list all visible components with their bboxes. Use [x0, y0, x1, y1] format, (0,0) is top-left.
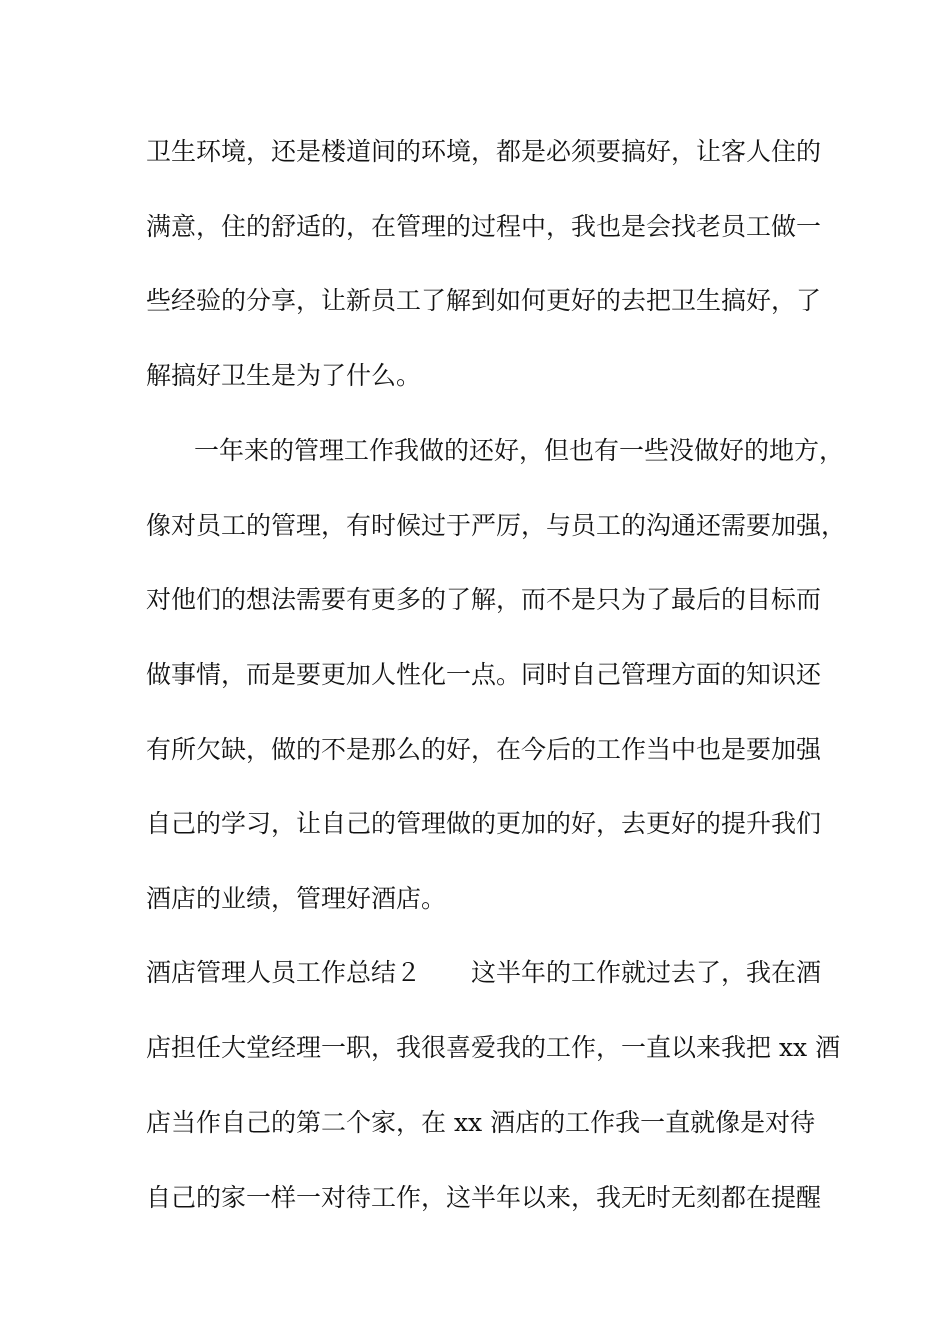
text-line: 店当作自己的第二个家，在 xx 酒店的工作我一直就像是对待 — [146, 1108, 816, 1137]
text-line: 有所欠缺，做的不是那么的好，在今后的工作当中也是要加强 — [146, 735, 822, 764]
text-line: 酒店的业绩，管理好酒店。 — [146, 884, 447, 913]
text-line: 做事情，而是要更加人性化一点。同时自己管理方面的知识还 — [146, 660, 822, 689]
paragraph-first-line: 一年来的管理工作我做的还好，但也有一些没做好的地方， — [194, 436, 845, 465]
text-line: 满意，住的舒适的，在管理的过程中，我也是会找老员工做一 — [146, 212, 822, 241]
section-heading-line: 酒店管理人员工作总结２ 这半年的工作就过去了，我在酒 — [146, 958, 822, 987]
text-line: 些经验的分享，让新员工了解到如何更好的去把卫生搞好，了 — [146, 286, 822, 315]
text-line: 自己的学习，让自己的管理做的更加的好，去更好的提升我们 — [146, 809, 822, 838]
text-line: 像对员工的管理，有时候过于严厉，与员工的沟通还需要加强， — [146, 511, 847, 540]
text-line: 自己的家一样一对待工作，这半年以来，我无时无刻都在提醒 — [146, 1183, 822, 1212]
text-line: 对他们的想法需要有更多的了解，而不是只为了最后的目标而 — [146, 585, 822, 614]
text-line: 解搞好卫生是为了什么。 — [146, 361, 422, 390]
text-line: 店担任大堂经理一职，我很喜爱我的工作，一直以来我把 xx 酒 — [146, 1033, 841, 1062]
text-line: 卫生环境，还是楼道间的环境，都是必须要搞好，让客人住的 — [146, 137, 822, 166]
